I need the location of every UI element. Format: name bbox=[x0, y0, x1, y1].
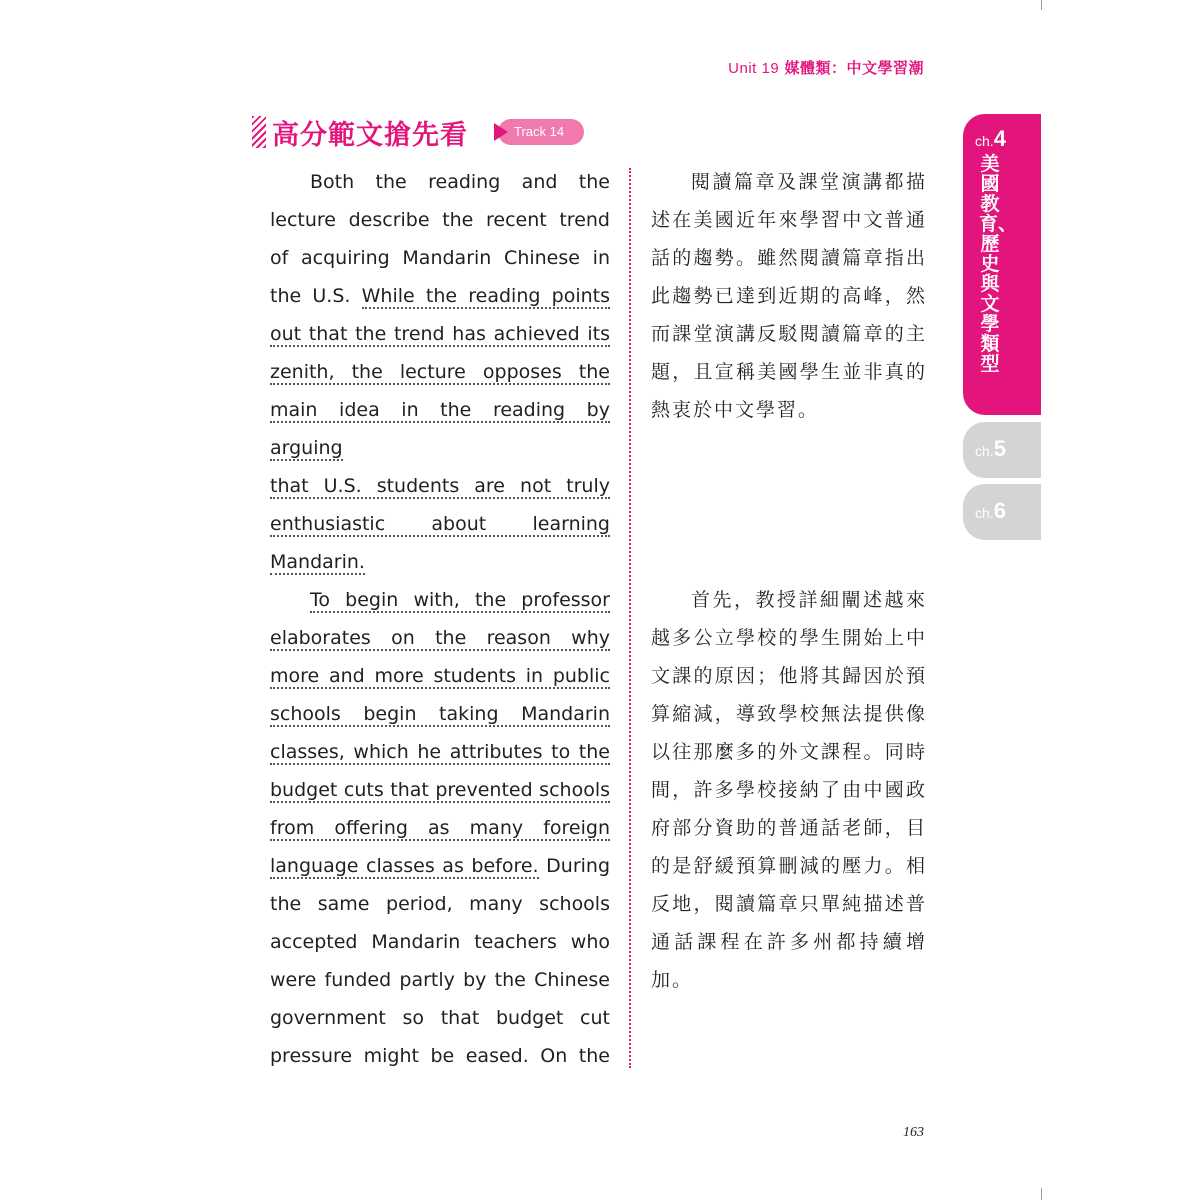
chapter-tab-4[interactable] bbox=[963, 114, 1041, 415]
section-title: 高分範文搶先看 bbox=[272, 119, 468, 151]
text-line: pressure might be eased. On the bbox=[270, 1045, 610, 1067]
english-paragraph-2 bbox=[270, 581, 610, 1075]
text-line-underlined: out that the trend has achieved its bbox=[270, 323, 610, 345]
crop-mark-bottom bbox=[1041, 1188, 1042, 1200]
page-number: 163 bbox=[903, 1125, 924, 1140]
text-line: 的是舒緩預算刪減的壓力。相 bbox=[651, 855, 927, 877]
chinese-paragraph-2 bbox=[651, 581, 927, 999]
track-label: Track 14 bbox=[514, 124, 565, 139]
text-line: lecture describe the recent trend bbox=[270, 209, 610, 231]
text-line-underlined: more and more students in public bbox=[270, 665, 610, 687]
text-line: 以往那麼多的外文課程。同時 bbox=[651, 741, 927, 763]
text-line: 題，且宣稱美國學生並非真的 bbox=[651, 361, 927, 383]
running-head bbox=[728, 57, 924, 78]
text-line: 文課的原因；他將其歸因於預 bbox=[651, 665, 927, 687]
crop-mark-top bbox=[1041, 0, 1042, 10]
unit-title: 媒體類：中文學習潮 bbox=[784, 59, 924, 77]
text-line-underlined: classes, which he attributes to the bbox=[270, 741, 610, 763]
text-line: 熱衷於中文學習。 bbox=[651, 399, 820, 421]
text-line: 述在美國近年來學習中文普通 bbox=[651, 209, 927, 231]
chapter-number: ch.4 bbox=[975, 126, 1006, 151]
text-line-underlined: from offering as many foreign bbox=[270, 817, 610, 839]
section-header bbox=[252, 112, 584, 152]
chinese-paragraph-1 bbox=[651, 163, 927, 429]
text-line: 話的趨勢。雖然閱讀篇章指出 bbox=[651, 247, 927, 269]
text-line-underlined: that U.S. students are not truly bbox=[270, 475, 610, 497]
text-line-underlined: main idea in the reading by arguing bbox=[270, 399, 610, 459]
text-line: 府部分資助的普通話老師，目 bbox=[651, 817, 927, 839]
text-line: 而課堂演講反駁閱讀篇章的主 bbox=[651, 323, 927, 345]
text-line: the same period, many schools bbox=[270, 893, 610, 915]
chapter-number: ch.6 bbox=[975, 498, 1006, 523]
chapter-tab-6[interactable] bbox=[963, 484, 1041, 540]
chapter-number: ch.5 bbox=[975, 436, 1006, 461]
text-line: the U.S. While the reading points bbox=[270, 285, 610, 307]
text-line-underlined: budget cuts that prevented schools bbox=[270, 779, 610, 801]
text-line-underlined: schools begin taking Mandarin bbox=[270, 703, 610, 725]
text-line: of acquiring Mandarin Chinese in bbox=[270, 247, 610, 269]
play-icon bbox=[494, 123, 508, 141]
text-line-underlined: zenith, the lecture opposes the bbox=[270, 361, 610, 383]
text-line: were funded partly by the Chinese bbox=[270, 969, 610, 991]
hatch-decoration bbox=[252, 116, 266, 148]
text-line-underlined: Mandarin. bbox=[270, 551, 365, 573]
text-line: 反地，閱讀篇章只單純描述普 bbox=[651, 893, 927, 915]
text-line: 閱讀篇章及課堂演講都描 bbox=[691, 171, 927, 193]
text-line: language classes as before. During bbox=[270, 855, 611, 877]
text-line: government so that budget cut bbox=[270, 1007, 610, 1029]
text-line: 首先，教授詳細闡述越來 bbox=[691, 589, 927, 611]
text-line: Both the reading and the bbox=[310, 171, 610, 193]
text-line: accepted Mandarin teachers who bbox=[270, 931, 610, 953]
chapter-title: 美國教育、歷史與文學類型 bbox=[979, 153, 1018, 375]
audio-track-badge[interactable] bbox=[498, 119, 584, 145]
text-line-underlined: elaborates on the reason why bbox=[270, 627, 610, 649]
text-line-underlined: enthusiastic about learning bbox=[270, 513, 610, 535]
underlined-phrase: language classes as before. bbox=[270, 855, 539, 877]
text-line-underlined: To begin with, the professor bbox=[310, 589, 610, 611]
text-line: 加。 bbox=[651, 969, 694, 991]
english-paragraph-1 bbox=[270, 163, 610, 581]
column-divider bbox=[629, 168, 631, 1068]
unit-label: Unit 19 bbox=[728, 60, 780, 77]
text-line: 越多公立學校的學生開始上中 bbox=[651, 627, 927, 649]
text-line: 算縮減，導致學校無法提供像 bbox=[651, 703, 927, 725]
text-line: 此趨勢已達到近期的高峰，然 bbox=[651, 285, 927, 307]
underlined-phrase: While the reading points bbox=[361, 285, 610, 307]
text-line: 間，許多學校接納了由中國政 bbox=[651, 779, 927, 801]
chapter-tab-5[interactable] bbox=[963, 422, 1041, 478]
text-line: 通話課程在許多州都持續增 bbox=[651, 931, 927, 953]
